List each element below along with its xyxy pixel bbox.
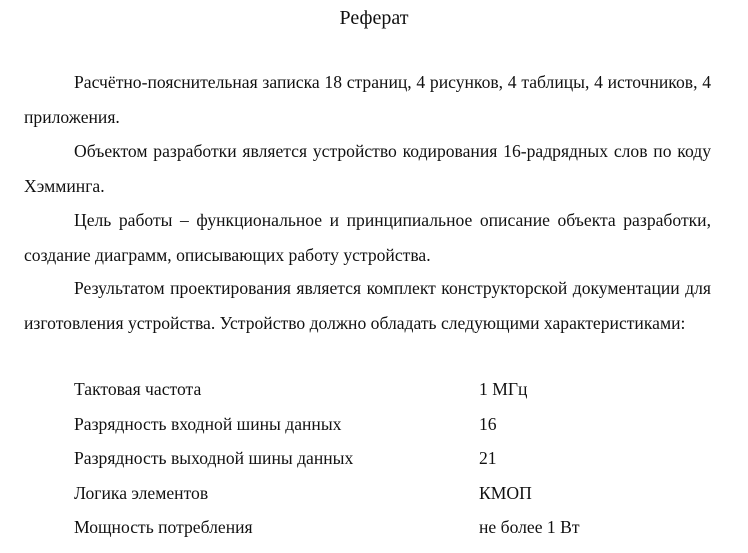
document-title: Реферат (339, 7, 409, 29)
spec-value: 21 (479, 448, 497, 468)
spec-value: не более 1 Вт (479, 517, 580, 537)
spec-name: Тактовая частота (74, 379, 202, 399)
spec-name: Мощность потребления (74, 517, 253, 537)
spec-name: Разрядность входной шины данных (74, 413, 342, 434)
paragraph-result: Результатом проектирования является комплект конструкторской документации для изготовления устройства. Устройство должно обладать следующими характеристиками: (24, 278, 711, 333)
specs-list (74, 372, 714, 545)
paragraph-goal: Цель работы – функциональное и принципиальное описание объекта разработки, создание диаграмм, описывающих работу устройства. (24, 210, 711, 265)
spec-name: Разрядность выходной шины данных (74, 448, 354, 468)
spec-row (74, 441, 714, 476)
spec-row (74, 476, 714, 511)
spec-row (74, 407, 714, 442)
paragraph-object: Объектом разработки является устройство кодирования 16-радрядных слов по коду Хэмминга. (24, 141, 711, 196)
spec-value: 1 МГц (479, 379, 528, 399)
spec-row (74, 372, 714, 407)
spec-row (74, 510, 714, 545)
spec-name: Логика элементов (74, 482, 209, 503)
spec-value: КМОП (479, 482, 532, 503)
paragraph-summary: Расчётно-пояснительная записка 18 страниц, 4 рисунков, 4 таблицы, 4 источников, 4 приложения. (24, 72, 711, 127)
spec-value: 16 (479, 413, 497, 434)
